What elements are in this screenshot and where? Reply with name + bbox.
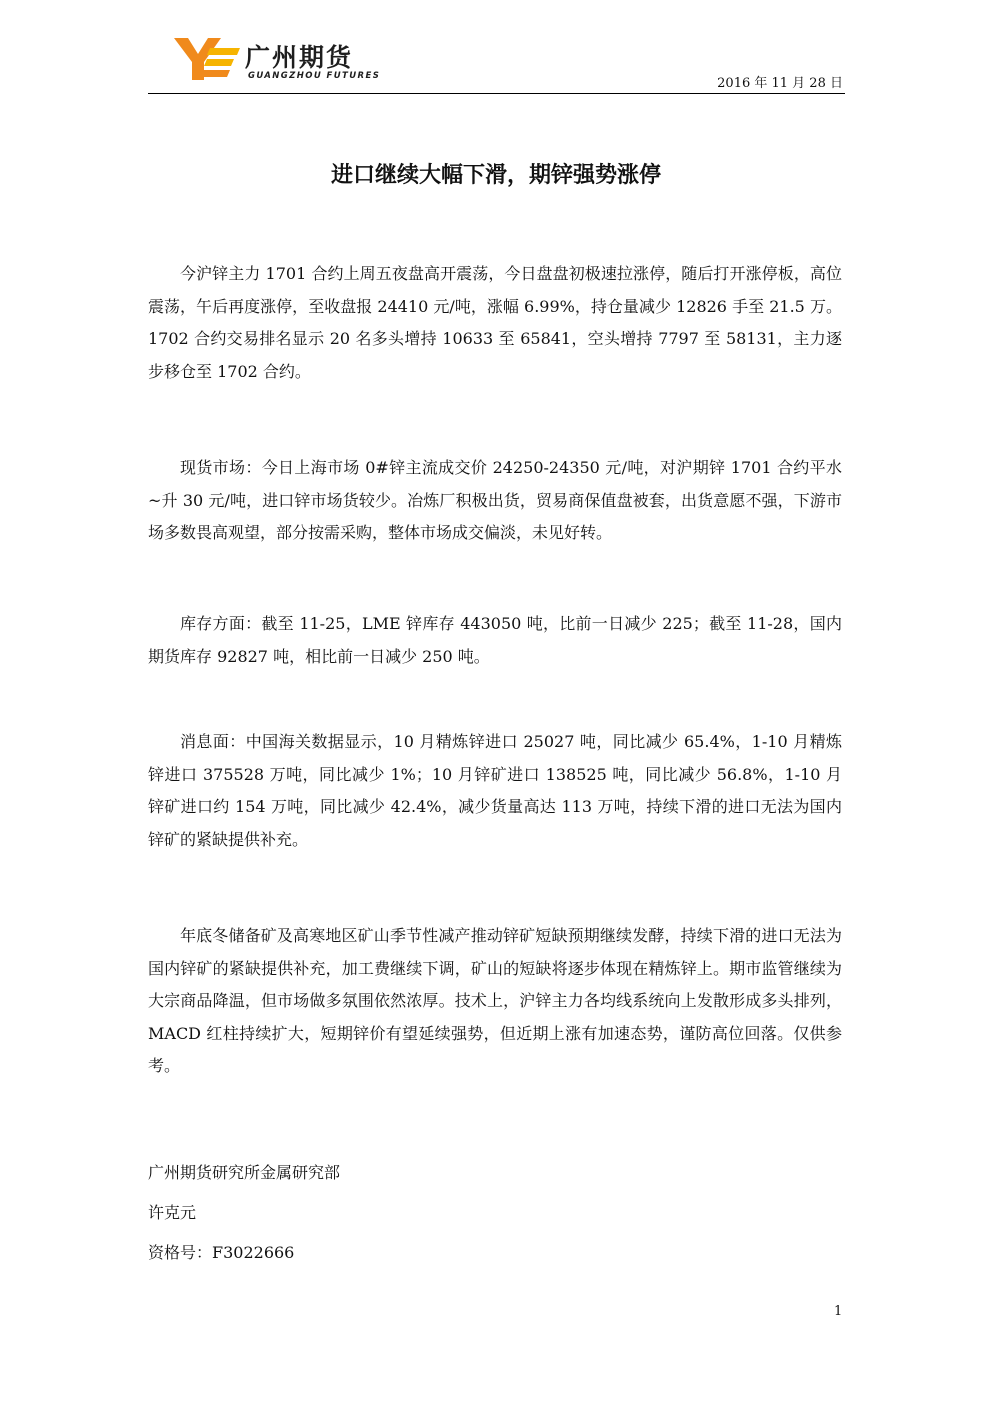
yf-logo-icon — [174, 38, 240, 80]
paragraph-outlook: 年底冬储备矿及高寒地区矿山季节性减产推动锌矿短缺预期继续发酵，持续下滑的进口无法为国内锌矿的紧缺提供补充，加工费继续下调，矿山的短缺将逐步体现在精炼锌上。期市监管继续为大宗商品降温，但市场做多氛围依然浓厚。技术上，沪锌主力各均线系统向上发散形成多头排列，MACD 红柱持续扩大，短期锌价有望延续强势，但近期上涨有加速态势，谨防高位回落。仅供参考。 — [148, 926, 842, 1075]
signature-license: 资格号：F3022666 — [148, 1243, 295, 1262]
paragraph-spot-market: 现货市场：今日上海市场 0#锌主流成交价 24250-24350 元/吨，对沪期锌 1701 合约平水~升 30 元/吨，进口锌市场货较少。冶炼厂积极出货，贸易商保值盘被套，出货意愿不强，下游市场多数畏高观望，部分按需采购，整体市场成交偏淡，未见好转。 — [148, 458, 842, 542]
paragraph-market-summary: 今沪锌主力 1701 合约上周五夜盘高开震荡，今日盘盘初极速拉涨停，随后打开涨停板，高位震荡，午后再度涨停，至收盘报 24410 元/吨，涨幅 6.99%，持仓量减少 12826 手至 21.5 万。1702 合约交易排名显示 20 名多头增持 10633 至 65841，空头增持 7797 至 58131，主力逐步移仓至 1702 合约。 — [148, 264, 842, 381]
signature-author: 许克元 — [148, 1203, 197, 1222]
page-header — [148, 34, 845, 96]
signature-department: 广州期货研究所金属研究部 — [148, 1163, 341, 1182]
document-title: 进口继续大幅下滑，期锌强势涨停 — [330, 163, 661, 188]
brand-name-cn: 广州期货 — [245, 43, 354, 72]
header-divider — [148, 93, 845, 94]
paragraph-inventory: 库存方面：截至 11-25，LME 锌库存 443050 吨，比前一日减少 225；截至 11-28，国内期货库存 92827 吨，相比前一日减少 250 吨。 — [148, 614, 842, 666]
page-number: 1 — [834, 1304, 843, 1319]
report-date: 2016 年 11 月 28 日 — [717, 76, 843, 91]
brand-name-en: GUANGZHOU FUTURES — [248, 71, 381, 81]
paragraph-news: 消息面：中国海关数据显示，10 月精炼锌进口 25027 吨，同比减少 65.4%，1-10 月精炼锌进口 375528 万吨，同比减少 1%；10 月锌矿进口 138525 吨，同比减少 56.8%，1-10 月锌矿进口约 154 万吨，同比减少 42.4%，减少货量高达 113 万吨，持续下滑的进口无法为国内锌矿的紧缺提供补充。 — [148, 732, 842, 849]
